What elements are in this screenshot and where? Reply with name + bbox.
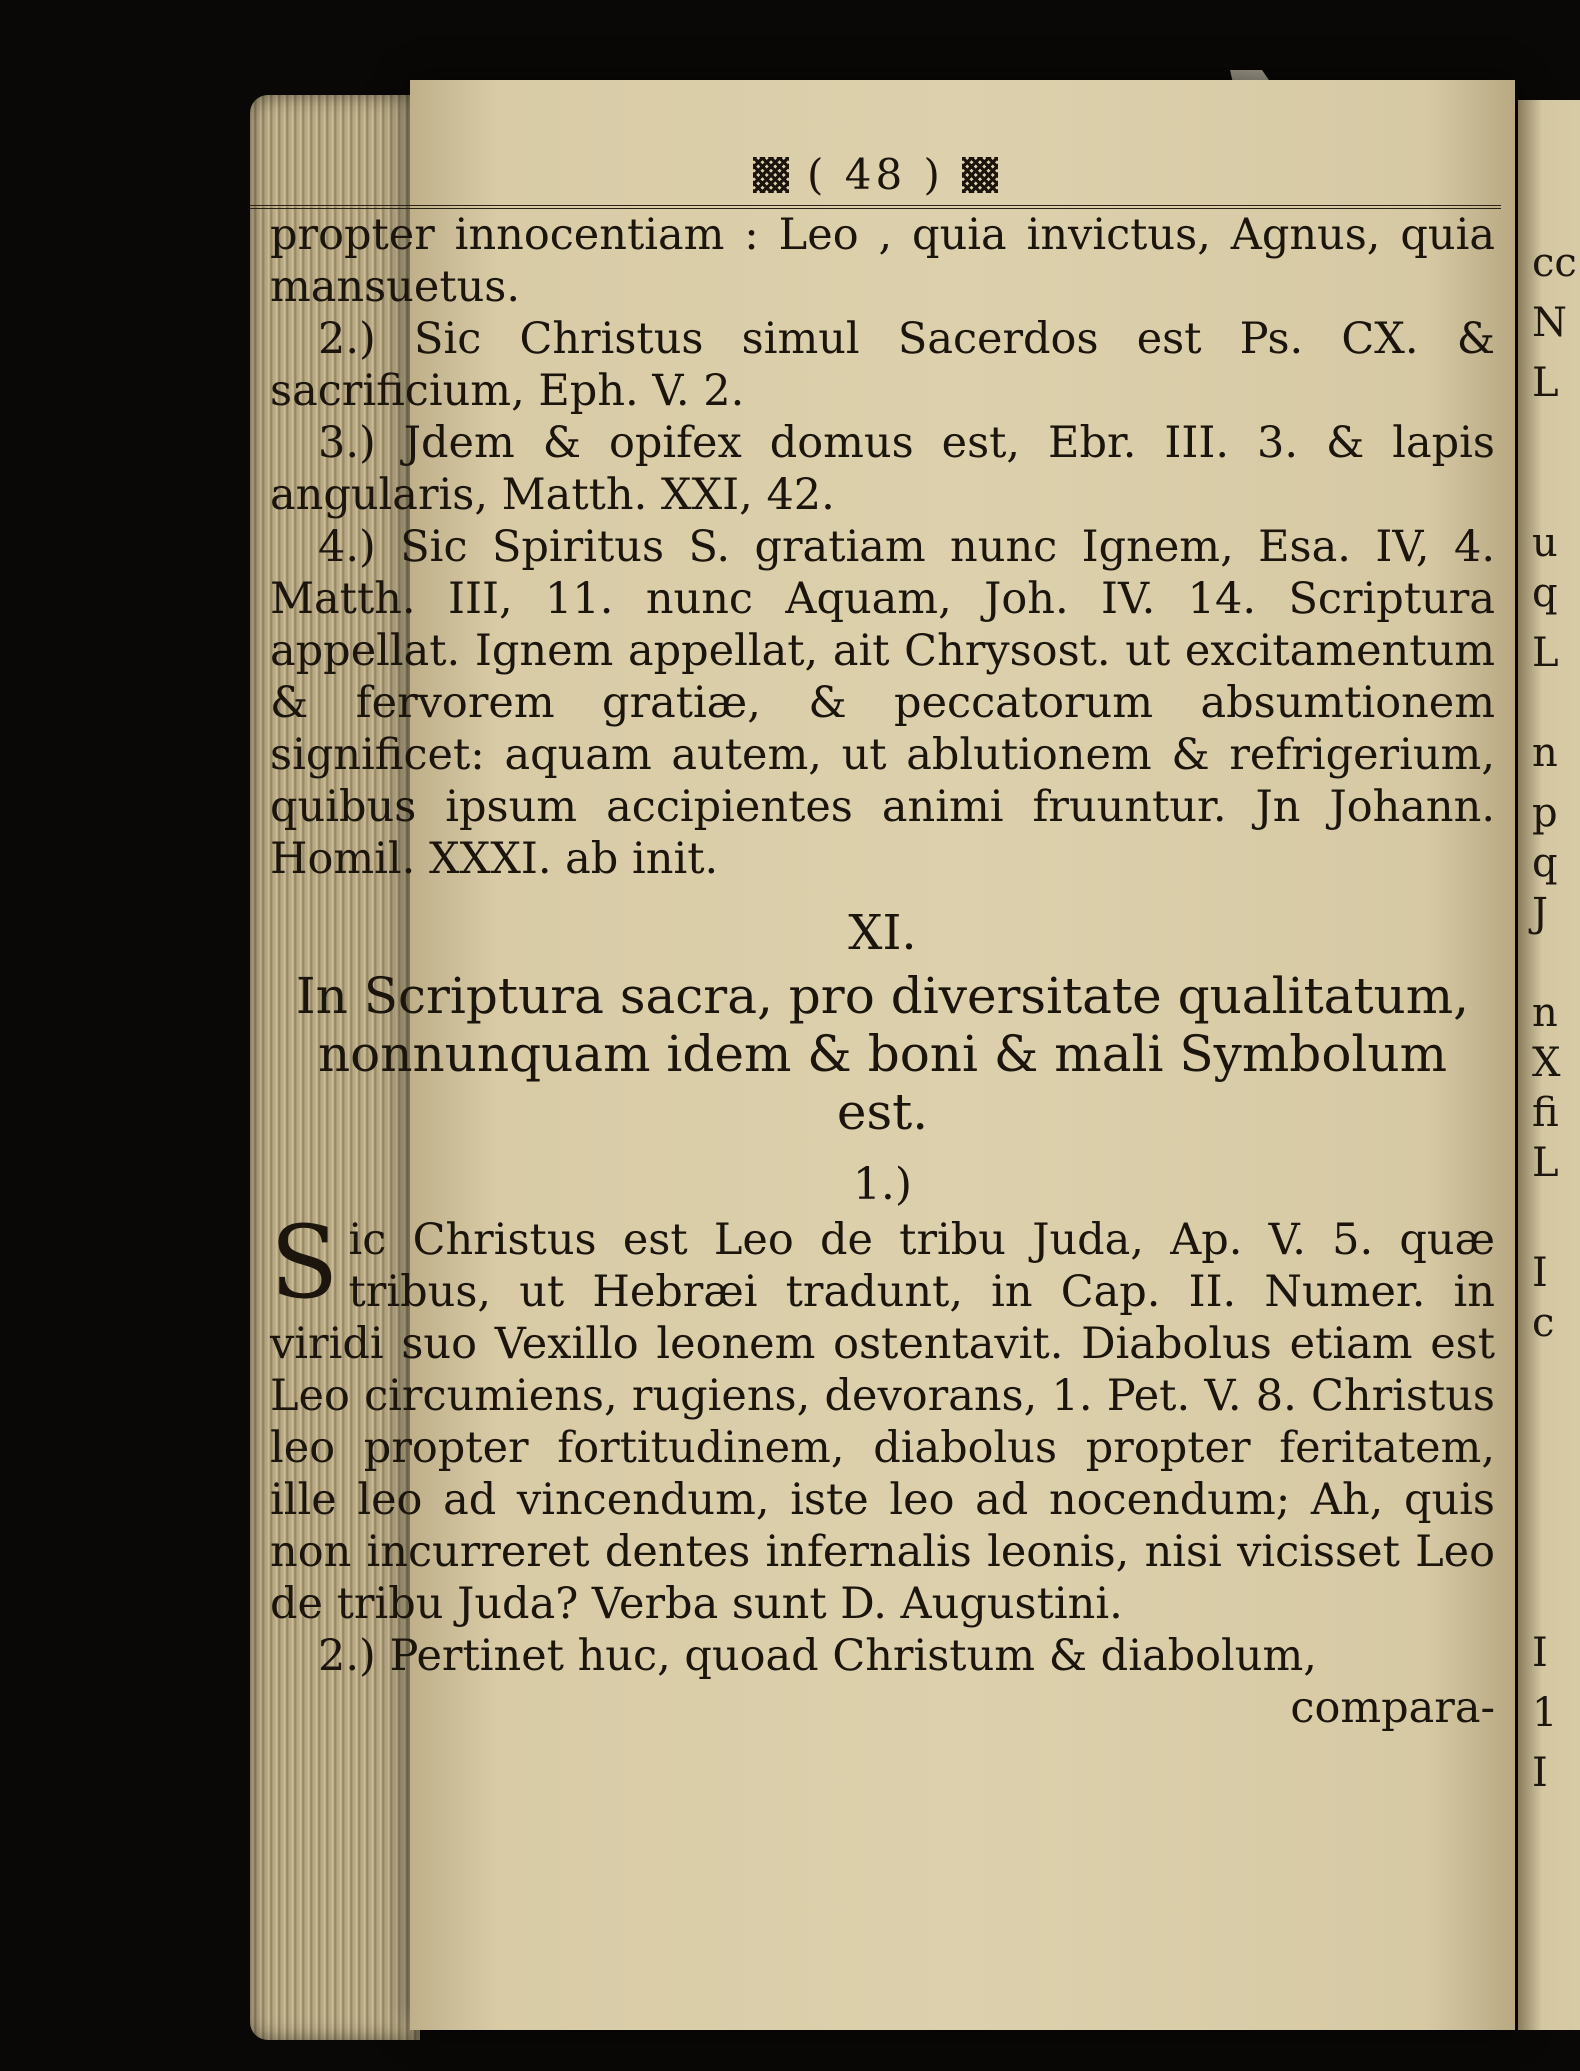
item-paragraph: 2.) Pertinet huc, quoad Christum & diabolum, (318, 1631, 1317, 1681)
facing-letter: q (1532, 570, 1558, 616)
item-paragraph: 3.) Jdem & opifex domus est, Ebr. III. 3. & lapis angularis, Matth. XXI, 42. (270, 418, 1495, 520)
facing-letter: L (1532, 630, 1559, 676)
item-paragraph: 2.) Sic Christus simul Sacerdos est Ps. CX. & sacrificium, Eph. V. 2. (270, 314, 1495, 416)
page-text (270, 150, 1495, 1734)
facing-letter: p (1532, 790, 1558, 836)
ornament-icon (753, 157, 789, 193)
ornament-icon (962, 157, 998, 193)
facing-letter: c (1532, 1300, 1555, 1346)
facing-letter: fi (1532, 1090, 1559, 1136)
facing-letter: I (1532, 1250, 1548, 1296)
section-number: XI. (848, 905, 917, 961)
drop-cap: S (270, 1204, 339, 1321)
facing-letter: 1 (1532, 1690, 1558, 1736)
facing-page-edge (1518, 100, 1580, 2030)
facing-letter: u (1532, 520, 1558, 566)
facing-letter: I (1532, 1630, 1548, 1676)
section-body-text: ic Christus est Leo de tribu Juda, Ap. V. 5. quæ tribus, ut Hebræi tradunt, in Cap. II. Numer. in viridi suo Vexillo leonem ostentavit. Diabolus etiam est Leo circumiens, rugiens, devorans, 1. Pet. V. 8. Christus leo propter fortitudinem, diabolus propter feritatem, ille leo ad vincendum, iste leo ad nocendum; Ah, quis non incurreret dentes infernalis leonis, nisi vicisset Leo de tribu Juda? Verba sunt D. Augustini. (270, 1215, 1495, 1629)
section-heading: In Scriptura sacra, pro diversitate qualitatum, nonnunquam idem & boni & mali Symbolum est. (295, 967, 1470, 1141)
facing-letter: cc (1532, 240, 1577, 286)
sub-number: 1.) (852, 1159, 913, 1210)
item-paragraph: 4.) Sic Spiritus S. gratiam nunc Ignem, Esa. IV, 4. Matth. III, 11. nunc Aquam, Joh. IV. 14. Scriptura appellat. Ignem appellat, ait Chrysost. ut excitamentum & fervorem gratiæ, & peccatorum absumtionem significet: aquam autem, ut ablutionem & refrigerium, quibus ipsum accipientes animi fruuntur. Jn Johann. Homil. XXXI. ab init. (270, 522, 1495, 884)
facing-letter: n (1532, 990, 1558, 1036)
continuation-paragraph: propter innocentiam : Leo , quia invictus, Agnus, quia mansuetus. (270, 210, 1495, 312)
page-number: ( 48 ) (807, 150, 944, 199)
running-header (250, 150, 1501, 209)
facing-letter: I (1532, 1750, 1548, 1796)
facing-letter: L (1532, 360, 1559, 406)
facing-letter: L (1532, 1140, 1559, 1186)
facing-letter: X (1532, 1040, 1561, 1086)
facing-letter: N (1532, 300, 1567, 346)
facing-letter: n (1532, 730, 1558, 776)
section-body (270, 1204, 1495, 1630)
facing-letter: J (1532, 890, 1549, 936)
catchword: compara- (1290, 1683, 1495, 1733)
facing-letter: q (1532, 840, 1558, 886)
